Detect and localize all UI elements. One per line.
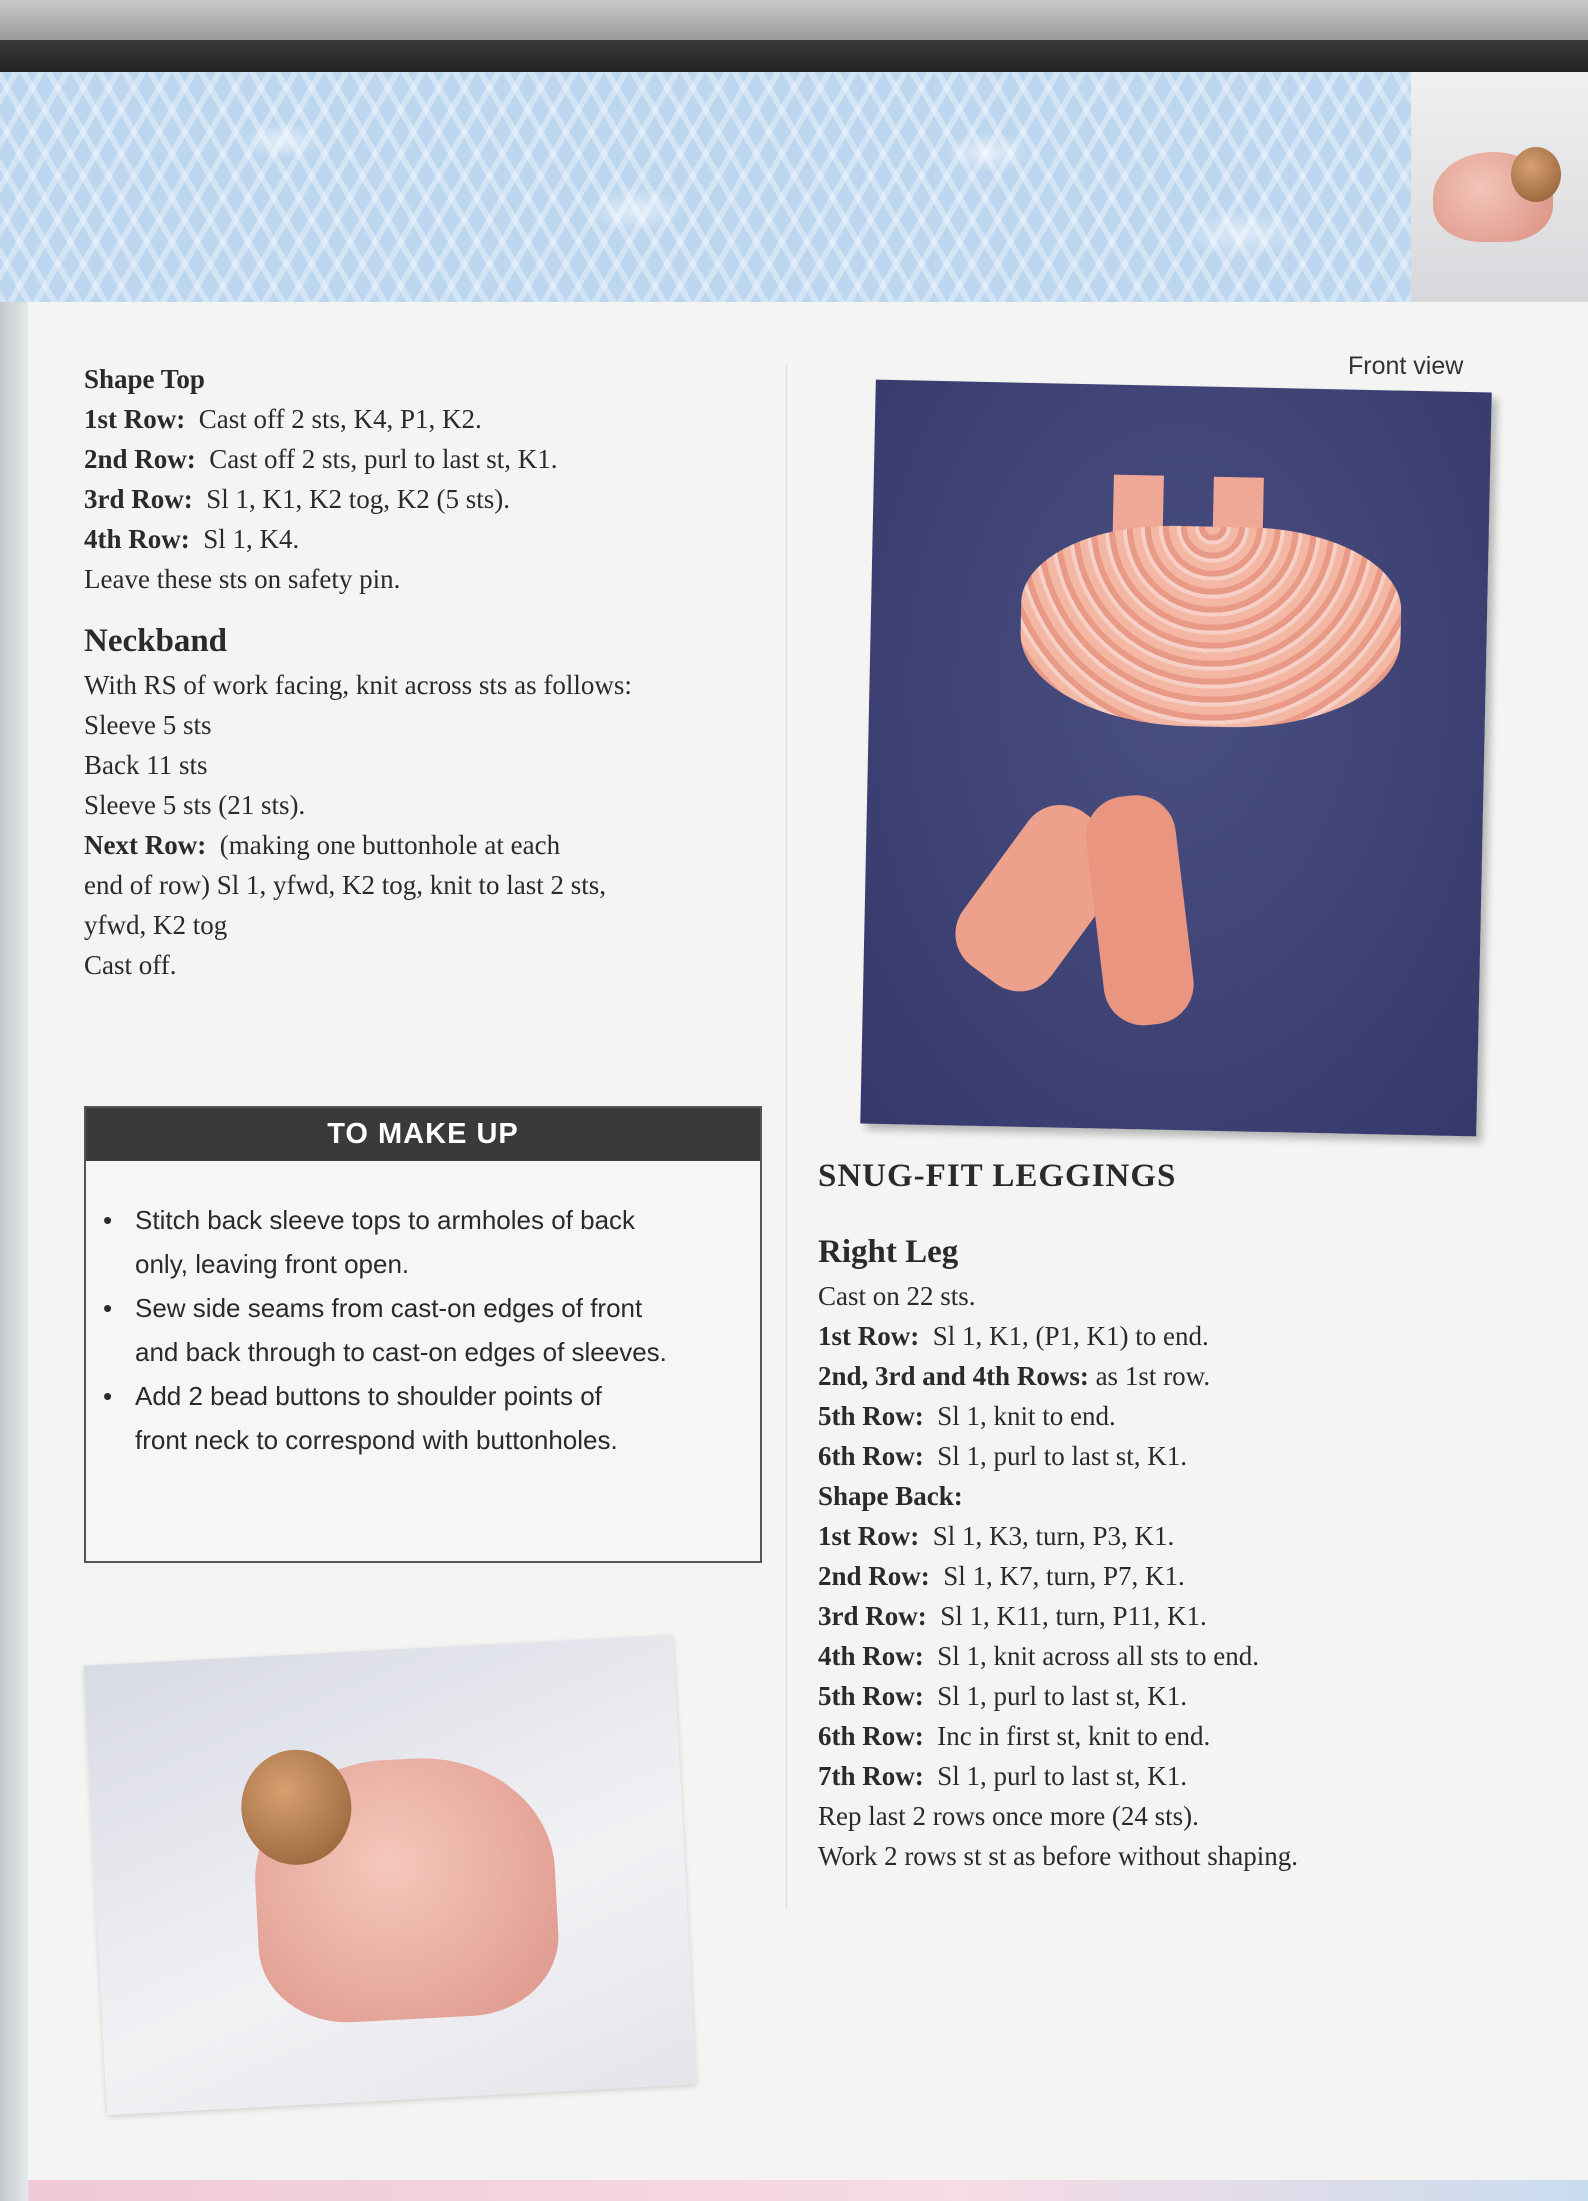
pattern-note: Leave these sts on safety pin. [84,564,401,594]
scan-dark-edge [0,40,1588,72]
pattern-line: Work 2 rows st st as before without shaping. [818,1841,1299,1871]
make-up-list [101,1198,667,1462]
pattern-line: Cast on 22 sts. [818,1281,976,1311]
bullet-icon: • [103,1293,113,1323]
pattern-line: With RS of work facing, knit across sts as follows: [84,670,632,700]
pattern-row: 5th Row: Sl 1, knit to end. [818,1401,1116,1431]
neckband-heading: Neckband [84,623,228,659]
make-up-title: TO MAKE UP [86,1108,760,1161]
pattern-line: yfwd, K2 tog [84,910,228,940]
leggings-image [982,762,1217,1027]
pattern-row: 1st Row: Cast off 2 sts, K4, P1, K2. [84,404,482,434]
page-gutter-edge [0,302,28,2201]
pattern-row: 5th Row: Sl 1, purl to last st, K1. [818,1681,1188,1711]
pattern-row: 1st Row: Sl 1, K3, turn, P3, K1. [818,1521,1175,1551]
pattern-row: 3rd Row: Sl 1, K1, K2 tog, K2 (5 sts). [84,484,511,514]
pattern-row: 6th Row: Sl 1, purl to last st, K1. [818,1441,1188,1471]
pattern-row: 4th Row: Sl 1, K4. [84,524,300,554]
page-bottom-strip [28,2180,1588,2201]
back-view-photo [84,1635,697,2115]
pattern-row: 7th Row: Sl 1, purl to last st, K1. [818,1761,1188,1791]
lace-dress-image [1019,523,1403,731]
pattern-row: 1st Row: Sl 1, K1, (P1, K1) to end. [818,1321,1209,1351]
pattern-line: Rep last 2 rows once more (24 sts). [818,1801,1199,1831]
pattern-line: Back 11 sts [84,750,208,780]
pattern-line: Sleeve 5 sts (21 sts). [84,790,306,820]
header-thumbnail-photo [1411,72,1588,302]
section-title: SNUG-FIT LEGGINGS [818,1158,1177,1194]
pattern-row: 2nd, 3rd and 4th Rows: as 1st row. [818,1361,1211,1391]
list-item: • Sew side seams from cast-on edges of front and back through to cast-on edges of sleeves. [101,1286,667,1374]
pattern-row: 6th Row: Inc in first st, knit to end. [818,1721,1211,1751]
pattern-row: 4th Row: Sl 1, knit across all sts to end. [818,1641,1259,1671]
pattern-row: 2nd Row: Sl 1, K7, turn, P7, K1. [818,1561,1185,1591]
photo-caption: Front view [1348,352,1464,380]
front-view-photo [860,380,1491,1137]
right-column [818,1152,1298,1876]
pattern-row: Next Row: (making one buttonhole at each [84,830,561,860]
column-divider [786,365,787,1910]
shape-back-heading: Shape Back: [818,1481,963,1511]
pattern-line: Sleeve 5 sts [84,710,212,740]
list-item: • Add 2 bead buttons to shoulder points of front neck to correspond with buttonholes. [101,1374,667,1462]
scan-top-margin [0,0,1588,40]
pattern-row: 2nd Row: Cast off 2 sts, purl to last st, K1. [84,444,558,474]
left-column [84,359,632,985]
shape-top-heading: Shape Top [84,364,205,394]
bullet-icon: • [103,1205,113,1235]
list-item: • Stitch back sleeve tops to armholes of back only, leaving front open. [101,1198,667,1286]
bullet-icon: • [103,1381,113,1411]
pattern-line: Cast off. [84,950,177,980]
pattern-row: 3rd Row: Sl 1, K11, turn, P11, K1. [818,1601,1207,1631]
lace-header-banner [0,72,1411,302]
pattern-line: end of row) Sl 1, yfwd, K2 tog, knit to last 2 sts, [84,870,606,900]
make-up-box [84,1106,762,1563]
right-leg-heading: Right Leg [818,1234,959,1270]
